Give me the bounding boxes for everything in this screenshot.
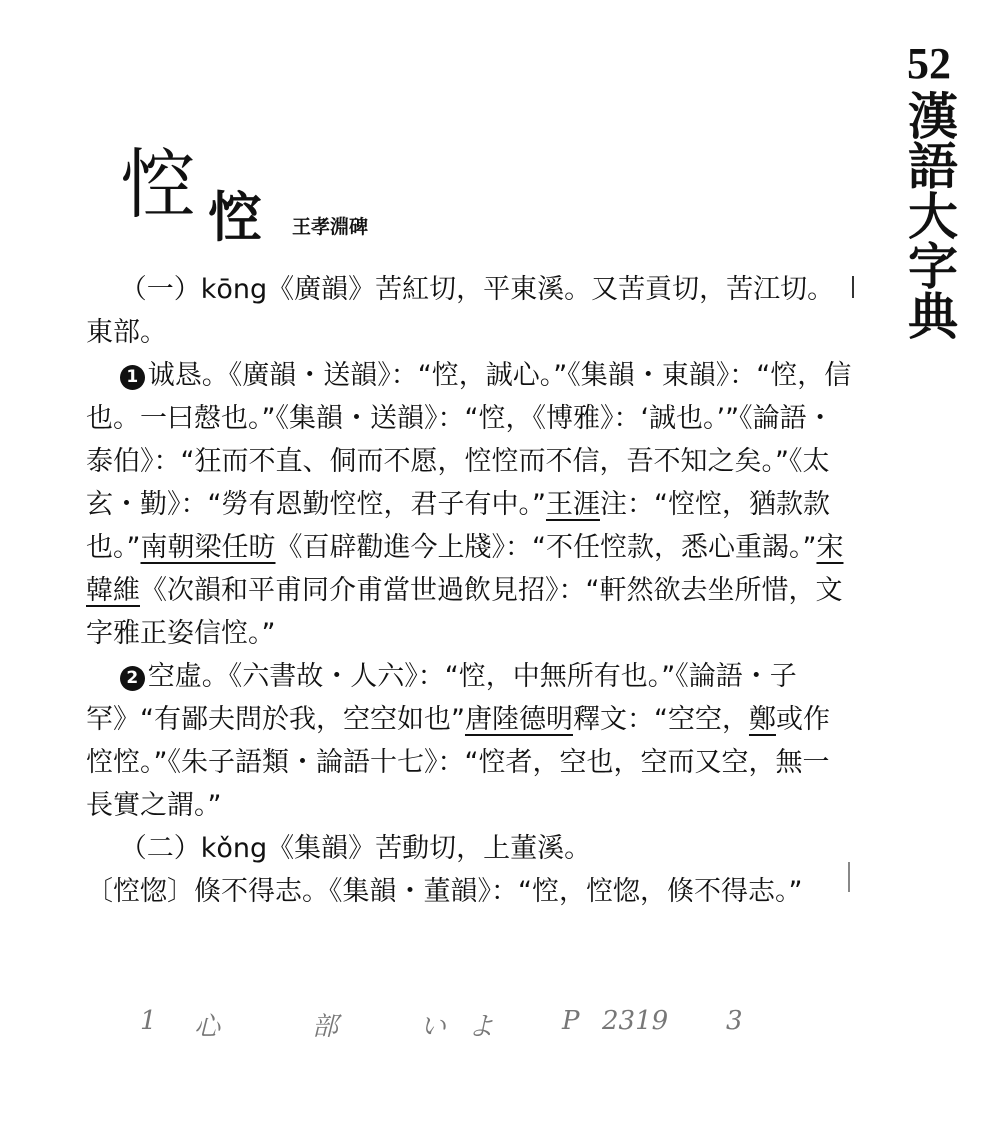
sense-1 bbox=[86, 354, 852, 655]
sense-text: 或作悾悾。”《朱子語類・論語十七》：“悾者，空也，空而又空，無一長實之謂。” bbox=[86, 704, 830, 821]
headword: 悾 bbox=[120, 140, 196, 229]
variant-form: 悾 bbox=[208, 186, 262, 249]
handwritten-text: 部 bbox=[312, 1012, 339, 1042]
sense-text: 注：“悾悾，猶款款也。” bbox=[86, 489, 830, 563]
entry-body bbox=[86, 268, 852, 913]
person-name: 南朝梁任昉 bbox=[140, 532, 276, 563]
variant-source: 王孝淵碑 bbox=[292, 216, 369, 238]
sense-number: 1 bbox=[120, 365, 145, 390]
sense-text: 《次韻和平甫同介甫當世過飲見招》：“軒然欲去坐所惜，文字雅正姿信悾。” bbox=[86, 575, 843, 649]
reading-1: （一）kōng《廣韻》苦紅切，平東溪。又苦貢切，苦江切。東部。 bbox=[86, 274, 835, 348]
handwritten-text: 2319 bbox=[602, 1006, 669, 1036]
volume-number: 52 bbox=[907, 39, 951, 88]
handwritten-text: 心 bbox=[194, 1012, 221, 1042]
handwritten-note bbox=[140, 1000, 780, 1050]
sense-text: 空虛。《六書故・人六》：“悾，中無所有也。”《論語・子罕》“有鄙夫問於我，空空如也” bbox=[86, 661, 797, 735]
handwritten-text: 1 bbox=[140, 1006, 157, 1036]
sense-text: 釋文：“空空， bbox=[572, 704, 749, 735]
compound-entry bbox=[86, 870, 852, 913]
handwritten-text: P bbox=[562, 1006, 580, 1036]
reading-2: （二）kǒng《集韻》苦動切，上董溪。 bbox=[119, 833, 592, 864]
book-title-vertical bbox=[894, 38, 964, 344]
compound-term: 〔悾惚〕 bbox=[86, 876, 194, 907]
person-name: 唐陸德明 bbox=[464, 704, 573, 735]
sense-text: 《百辟勸進今上牋》：“不任悾款，悉心重謁。” bbox=[275, 532, 817, 563]
person-name: 宋韓維 bbox=[86, 532, 844, 606]
handwritten-text: い bbox=[420, 1012, 447, 1042]
handwritten-text: 3 bbox=[726, 1006, 743, 1036]
person-name: 王涯 bbox=[545, 489, 600, 520]
sense-2 bbox=[86, 655, 852, 827]
edge-mark bbox=[852, 276, 854, 298]
handwritten-text: よ bbox=[468, 1012, 495, 1042]
person-name: 鄭 bbox=[748, 704, 776, 735]
sense-text: 诚恳。《廣韻・送韻》：“悾，誠心。”《集韻・東韻》：“悾，信也。一曰慤也。”《集韻・送韻》：“悾，《博雅》：‘誠也。’”《論語・泰伯》：“狂而不直、侗而不愿，悾悾而不信，吾不知之矣。”《太玄・勤》：“勞有恩勤悾悾，君子有中。” bbox=[86, 360, 852, 520]
compound-definition: 倏不得志。《集韻・董韻》：“悾，悾惚，倏不得志。” bbox=[194, 876, 803, 907]
sense-number: 2 bbox=[120, 666, 145, 691]
dictionary-title: 漢語大字典 bbox=[900, 90, 959, 340]
